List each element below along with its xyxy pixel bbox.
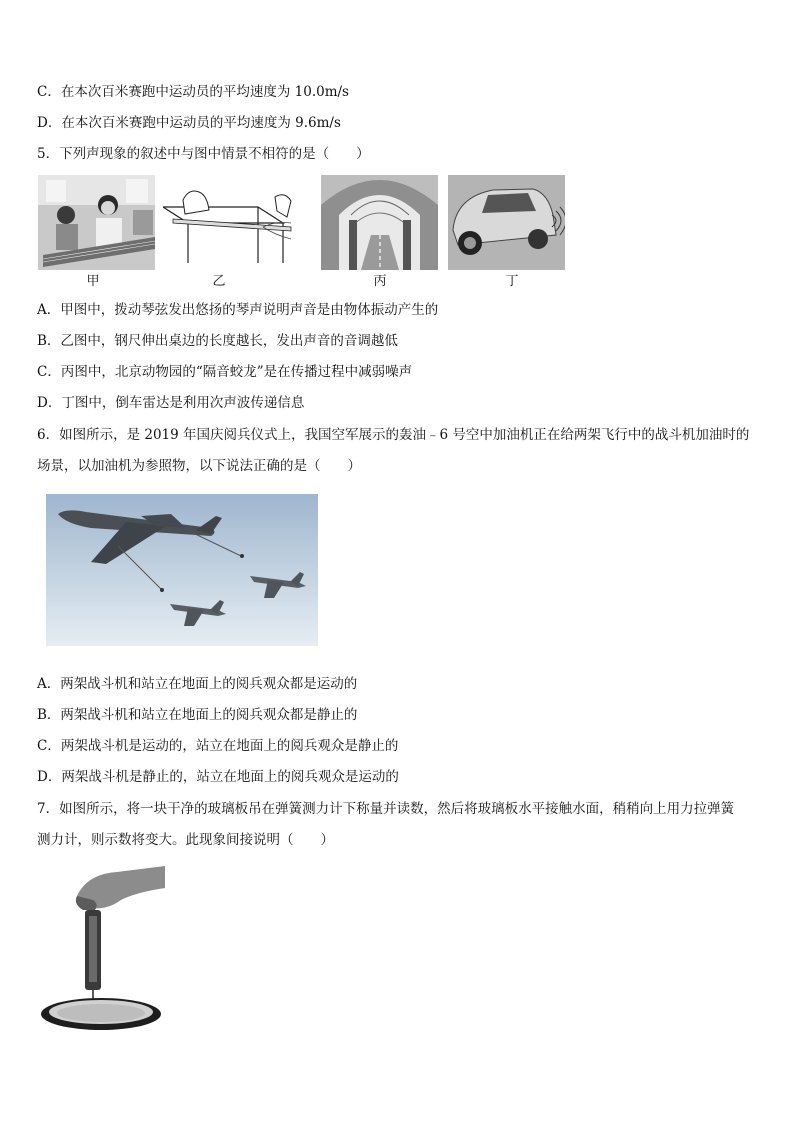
q6-option-d [37, 768, 399, 786]
option-letter: C． [37, 364, 61, 380]
option-d-prev [37, 114, 341, 132]
caption-jia: 甲 [86, 274, 100, 289]
option-text: 在本次百米赛跑中运动员的平均速度为 10.0m/s [60, 84, 349, 100]
option-text: 丙图中，北京动物园的“隔音蛟龙”是在传播过程中减弱噪声 [60, 364, 413, 380]
figure-yi-ruler [163, 175, 302, 263]
option-text: 两架战斗机是运动的，站立在地面上的阅兵观众是静止的 [60, 738, 399, 754]
option-letter: D． [37, 395, 62, 411]
caption-ding: 丁 [505, 274, 519, 289]
caption-bing: 丙 [373, 274, 387, 289]
option-text: 乙图中，钢尺伸出桌边的长度越长，发出声音的音调越低 [60, 333, 398, 349]
option-letter: D． [37, 115, 62, 131]
figure-spring-scale [37, 866, 165, 1033]
q5-option-a [37, 301, 438, 319]
option-letter: B． [37, 333, 61, 349]
option-text: 丁图中，倒车雷达是利用次声波传递信息 [61, 395, 305, 411]
option-c-prev [37, 83, 349, 101]
figure-aerial-refueling [46, 494, 318, 646]
option-text: 两架战斗机和站立在地面上的阅兵观众都是静止的 [60, 707, 358, 723]
q5-option-b [37, 332, 398, 350]
option-text: 两架战斗机是静止的，站立在地面上的阅兵观众是运动的 [61, 769, 399, 785]
q6-option-a [37, 675, 357, 693]
q5-option-d [37, 394, 304, 412]
q7-stem-line2: 测力计，则示数将变大。此现象间接说明（ ） [37, 832, 334, 848]
figure-bing-tunnel [321, 175, 438, 270]
q6-stem-line2: 场景，以加油机为参照物，以下说法正确的是（ ） [37, 458, 361, 474]
option-letter: A． [37, 302, 61, 318]
q6-stem-line1: 6．如图所示，是 2019 年国庆阅兵仪式上，我国空军展示的轰油﹣6 号空中加油机正在给两架飞行中的战斗机加油时的 [37, 427, 750, 443]
option-text: 在本次百米赛跑中运动员的平均速度为 9.6m/s [61, 115, 341, 131]
option-letter: D． [37, 769, 62, 785]
q7-stem-line1: 7．如图所示，将一块干净的玻璃板吊在弹簧测力计下称量并读数，然后将玻璃板水平接触水面，稍稍向上用力拉弹簧 [37, 801, 735, 817]
option-text: 两架战斗机和站立在地面上的阅兵观众都是运动的 [60, 676, 358, 692]
q6-option-b [37, 706, 357, 724]
q6-option-c [37, 737, 398, 755]
option-letter: A． [37, 676, 61, 692]
option-letter: B． [37, 707, 61, 723]
option-letter: C． [37, 84, 61, 100]
figure-jia-guzheng [38, 175, 155, 270]
q5-option-c [37, 363, 412, 381]
figure-ding-car [448, 175, 565, 270]
q5-stem: 5．下列声现象的叙述中与图中情景不相符的是（ ） [37, 146, 370, 162]
option-text: 甲图中，拨动琴弦发出悠扬的琴声说明声音是由物体振动产生的 [60, 302, 439, 318]
option-letter: C． [37, 738, 61, 754]
caption-yi: 乙 [212, 274, 226, 289]
